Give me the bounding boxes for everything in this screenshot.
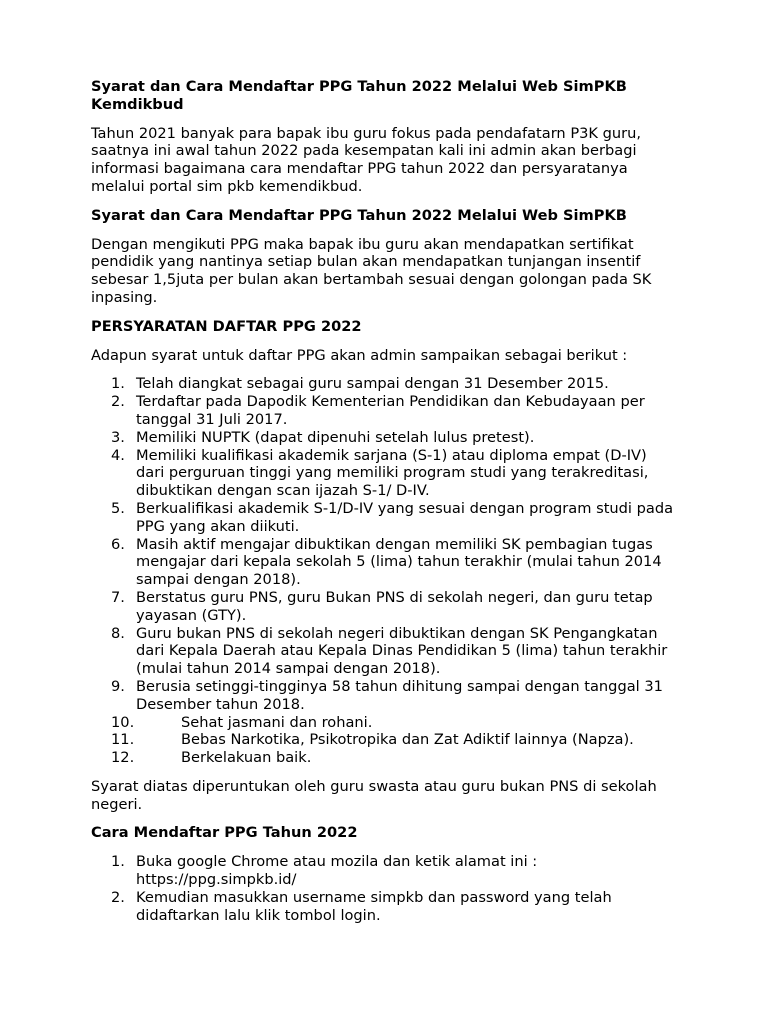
list-item-number: 2. [111, 393, 125, 411]
list-item-text: Telah diangkat sebagai guru sampai dengan 31 Desember 2015. [136, 375, 609, 393]
list-item-number: 1. [111, 853, 125, 871]
list-item-number: 1. [111, 375, 125, 393]
list-item-text: Memiliki NUPTK (dapat dipenuhi setelah lulus pretest). [136, 428, 535, 446]
list-item [91, 731, 678, 749]
section-paragraph-ppg-benefit: Dengan mengikuti PPG maka bapak ibu guru akan mendapatkan sertifikat pendidik yang nantinya setiap bulan akan mendapatkan tunjangan insentif sebesar 1,5juta per bulan akan bertambah sesuai dengan golongan pada SK inpasing. [91, 235, 652, 306]
list-item-number: 9. [111, 677, 125, 695]
list-item [91, 393, 678, 429]
section-paragraph-persyaratan-intro: Adapun syarat untuk daftar PPG akan admin sampaikan sebagai berikut : [91, 346, 628, 364]
list-item [91, 714, 678, 732]
section-heading-syarat-cara: Syarat dan Cara Mendaftar PPG Tahun 2022 Melalui Web SimPKB [91, 206, 627, 224]
list-item-number: 5. [111, 499, 125, 517]
list-item-text: Masih aktif mengajar dibuktikan dengan memiliki SK pembagian tugas mengajar dari kepala sekolah 5 (lima) tahun terakhir (mulai tahun 2014 sampai dengan 2018). [136, 535, 662, 589]
list-item-number: 7. [111, 588, 125, 606]
section-heading-cara-mendaftar: Cara Mendaftar PPG Tahun 2022 [91, 824, 358, 842]
list-item [91, 678, 678, 714]
list-item [91, 500, 678, 536]
list-item-number: 6. [111, 535, 125, 553]
list-item-text: Guru bukan PNS di sekolah negeri dibuktikan dengan SK Pengangkatan dari Kepala Daerah atau Kepala Dinas Pendidikan 5 (lima) tahun terakhir (mulai tahun 2014 sampai dengan 2018). [136, 624, 668, 678]
list-item [91, 375, 678, 393]
intro-paragraph: Tahun 2021 banyak para bapak ibu guru fokus pada pendafatarn P3K guru, saatnya ini awal tahun 2022 pada kesempatan kali ini admin akan berbagi informasi bagaimana cara mendaftar PPG tahun 2022 dan persyaratanya melalui portal sim pkb kemendikbud. [91, 124, 642, 195]
list-item [91, 853, 678, 889]
list-item-number: 11. [111, 731, 135, 749]
document-title: Syarat dan Cara Mendaftar PPG Tahun 2022 Melalui Web SimPKB Kemdikbud [91, 78, 627, 113]
list-item-number: 3. [111, 428, 125, 446]
list-item-text: Berkelakuan baik. [181, 749, 312, 767]
list-item [91, 429, 678, 447]
list-item [91, 889, 678, 925]
list-item [91, 625, 678, 678]
requirements-note: Syarat diatas diperuntukan oleh guru swasta atau guru bukan PNS di sekolah negeri. [91, 777, 657, 813]
list-item-text: Berkualifikasi akademik S-1/D-IV yang sesuai dengan program studi pada PPG yang akan diikuti. [136, 499, 674, 535]
list-item-number: 10. [111, 713, 135, 731]
list-item-number: 8. [111, 624, 125, 642]
list-item-text: Kemudian masukkan username simpkb dan password yang telah didaftarkan lalu klik tombol login. [136, 888, 612, 924]
list-item-text: Sehat jasmani dan rohani. [181, 713, 373, 731]
list-item [91, 589, 678, 625]
list-item-number: 2. [111, 888, 125, 906]
list-item-text: Berusia setinggi-tingginya 58 tahun dihitung sampai dengan tanggal 31 Desember tahun 2018. [136, 677, 663, 713]
list-item-text: Memiliki kualifikasi akademik sarjana (S-1) atau diploma empat (D-IV) dari perguruan tinggi yang memiliki program studi yang terakreditasi, dibuktikan dengan scan ijazah S-1/ D-IV. [136, 446, 649, 500]
list-item-text: Buka google Chrome atau mozila dan ketik alamat ini : https://ppg.simpkb.id/ [136, 853, 538, 889]
list-item-text: Terdaftar pada Dapodik Kementerian Pendidikan dan Kebudayaan per tanggal 31 Juli 2017. [136, 393, 645, 428]
list-item-text: Berstatus guru PNS, guru Bukan PNS di sekolah negeri, dan guru tetap yayasan (GTY). [136, 588, 653, 624]
list-item-number: 12. [111, 749, 135, 767]
section-heading-persyaratan: PERSYARATAN DAFTAR PPG 2022 [91, 317, 362, 335]
list-item [91, 749, 678, 767]
steps-list [91, 853, 678, 924]
list-item [91, 447, 678, 500]
list-item-number: 4. [111, 446, 125, 464]
list-item [91, 536, 678, 589]
list-item-text: Bebas Narkotika, Psikotropika dan Zat Adiktif lainnya (Napza). [181, 731, 634, 749]
requirements-list [91, 375, 678, 767]
